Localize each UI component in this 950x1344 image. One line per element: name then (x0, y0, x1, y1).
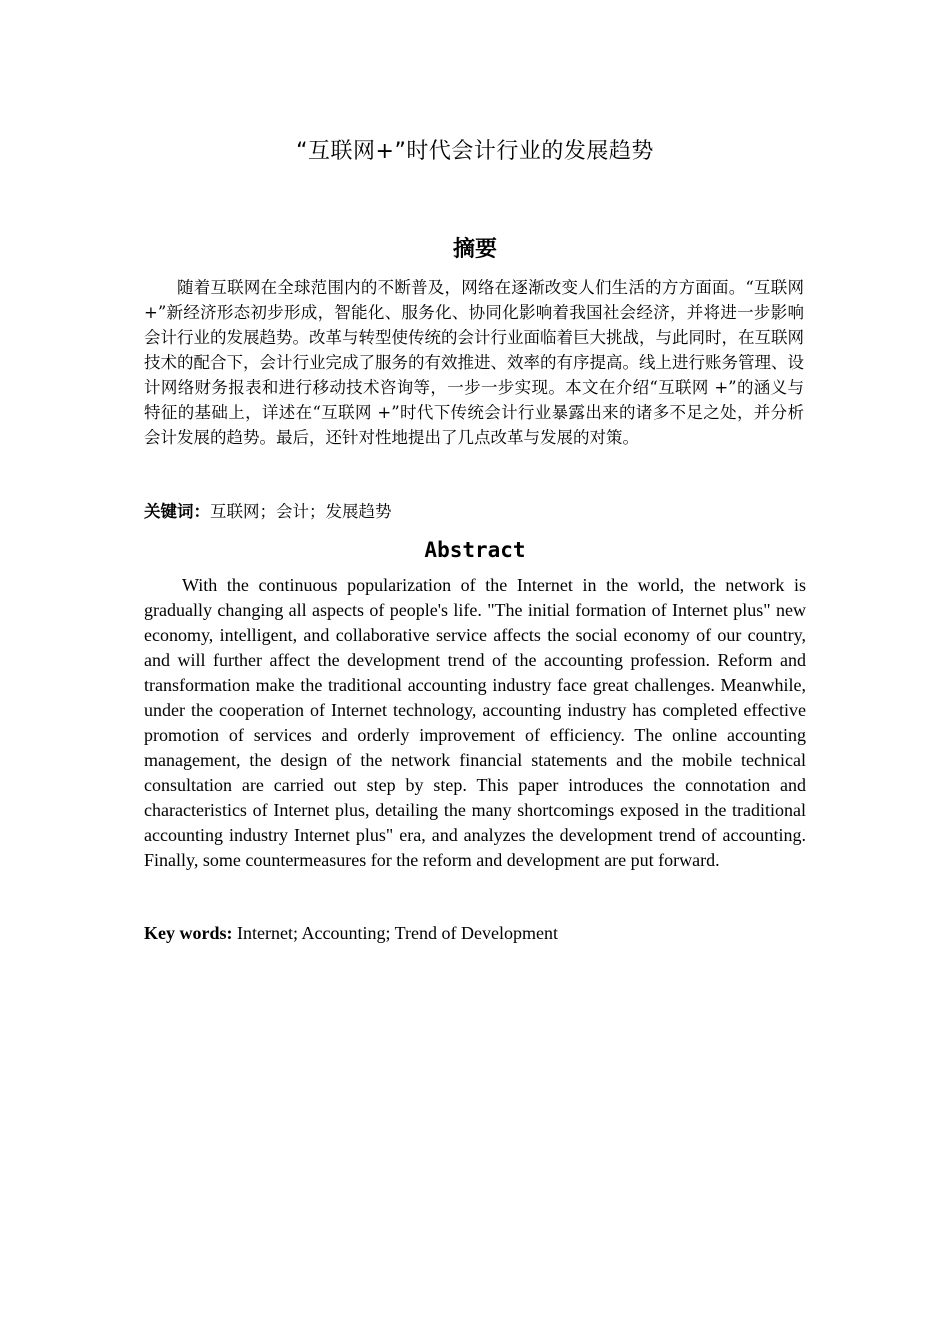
english-keywords-value: Internet; Accounting; Trend of Development (232, 923, 558, 943)
chinese-keywords-value: 互联网；会计；发展趋势 (210, 502, 392, 521)
chinese-keywords (144, 499, 804, 524)
english-keywords (144, 921, 806, 946)
document-title: “互联网+”时代会计行业的发展趋势 (296, 139, 654, 164)
chinese-keywords-label: 关键词： (144, 502, 210, 521)
english-keywords-label: Key words: (144, 923, 233, 943)
english-abstract-body: With the continuous popularization of the Internet in the world, the network is gradually changing all aspects of people's life. "The initial formation of Internet plus" new economy, intelligent, and collaborative service affects the social economy of our country, and will further affect the development trend of the accounting profession. Reform and transformation make the traditional accounting industry face great challenges. Meanwhile, under the cooperation of Internet technology, accounting industry has completed effective promotion of services and orderly improvement of efficiency. The online accounting management, the design of the network financial statements and the mobile technical consultation are carried out step by step. This paper introduces the connotation and characteristics of Internet plus, detailing the many shortcomings exposed in the traditional accounting industry Internet plus" era, and analyzes the development trend of accounting. Finally, some countermeasures for the reform and development are put forward. (144, 575, 806, 870)
chinese-abstract-body: 随着互联网在全球范围内的不断普及，网络在逐渐改变人们生活的方方面面。“互联网 +”新经济形态初步形成，智能化、服务化、协同化影响着我国社会经济，并将进一步影响会计行业的发展趋势。改革与转型使传统的会计行业面临着巨大挑战，与此同时，在互联网技术的配合下，会计行业完成了服务的有效推进、效率的有序提高。线上进行账务管理、设计网络财务报表和进行移动技术咨询等，一步一步实现。本文在介绍“互联网 +”的涵义与特征的基础上，详述在“互联网 +”时代下传统会计行业暴露出来的诸多不足之处，并分析会计发展的趋势。最后，还针对性地提出了几点改革与发展的对策。 (144, 278, 804, 447)
english-abstract-heading: Abstract (424, 538, 526, 562)
chinese-abstract-heading: 摘要 (452, 237, 497, 262)
